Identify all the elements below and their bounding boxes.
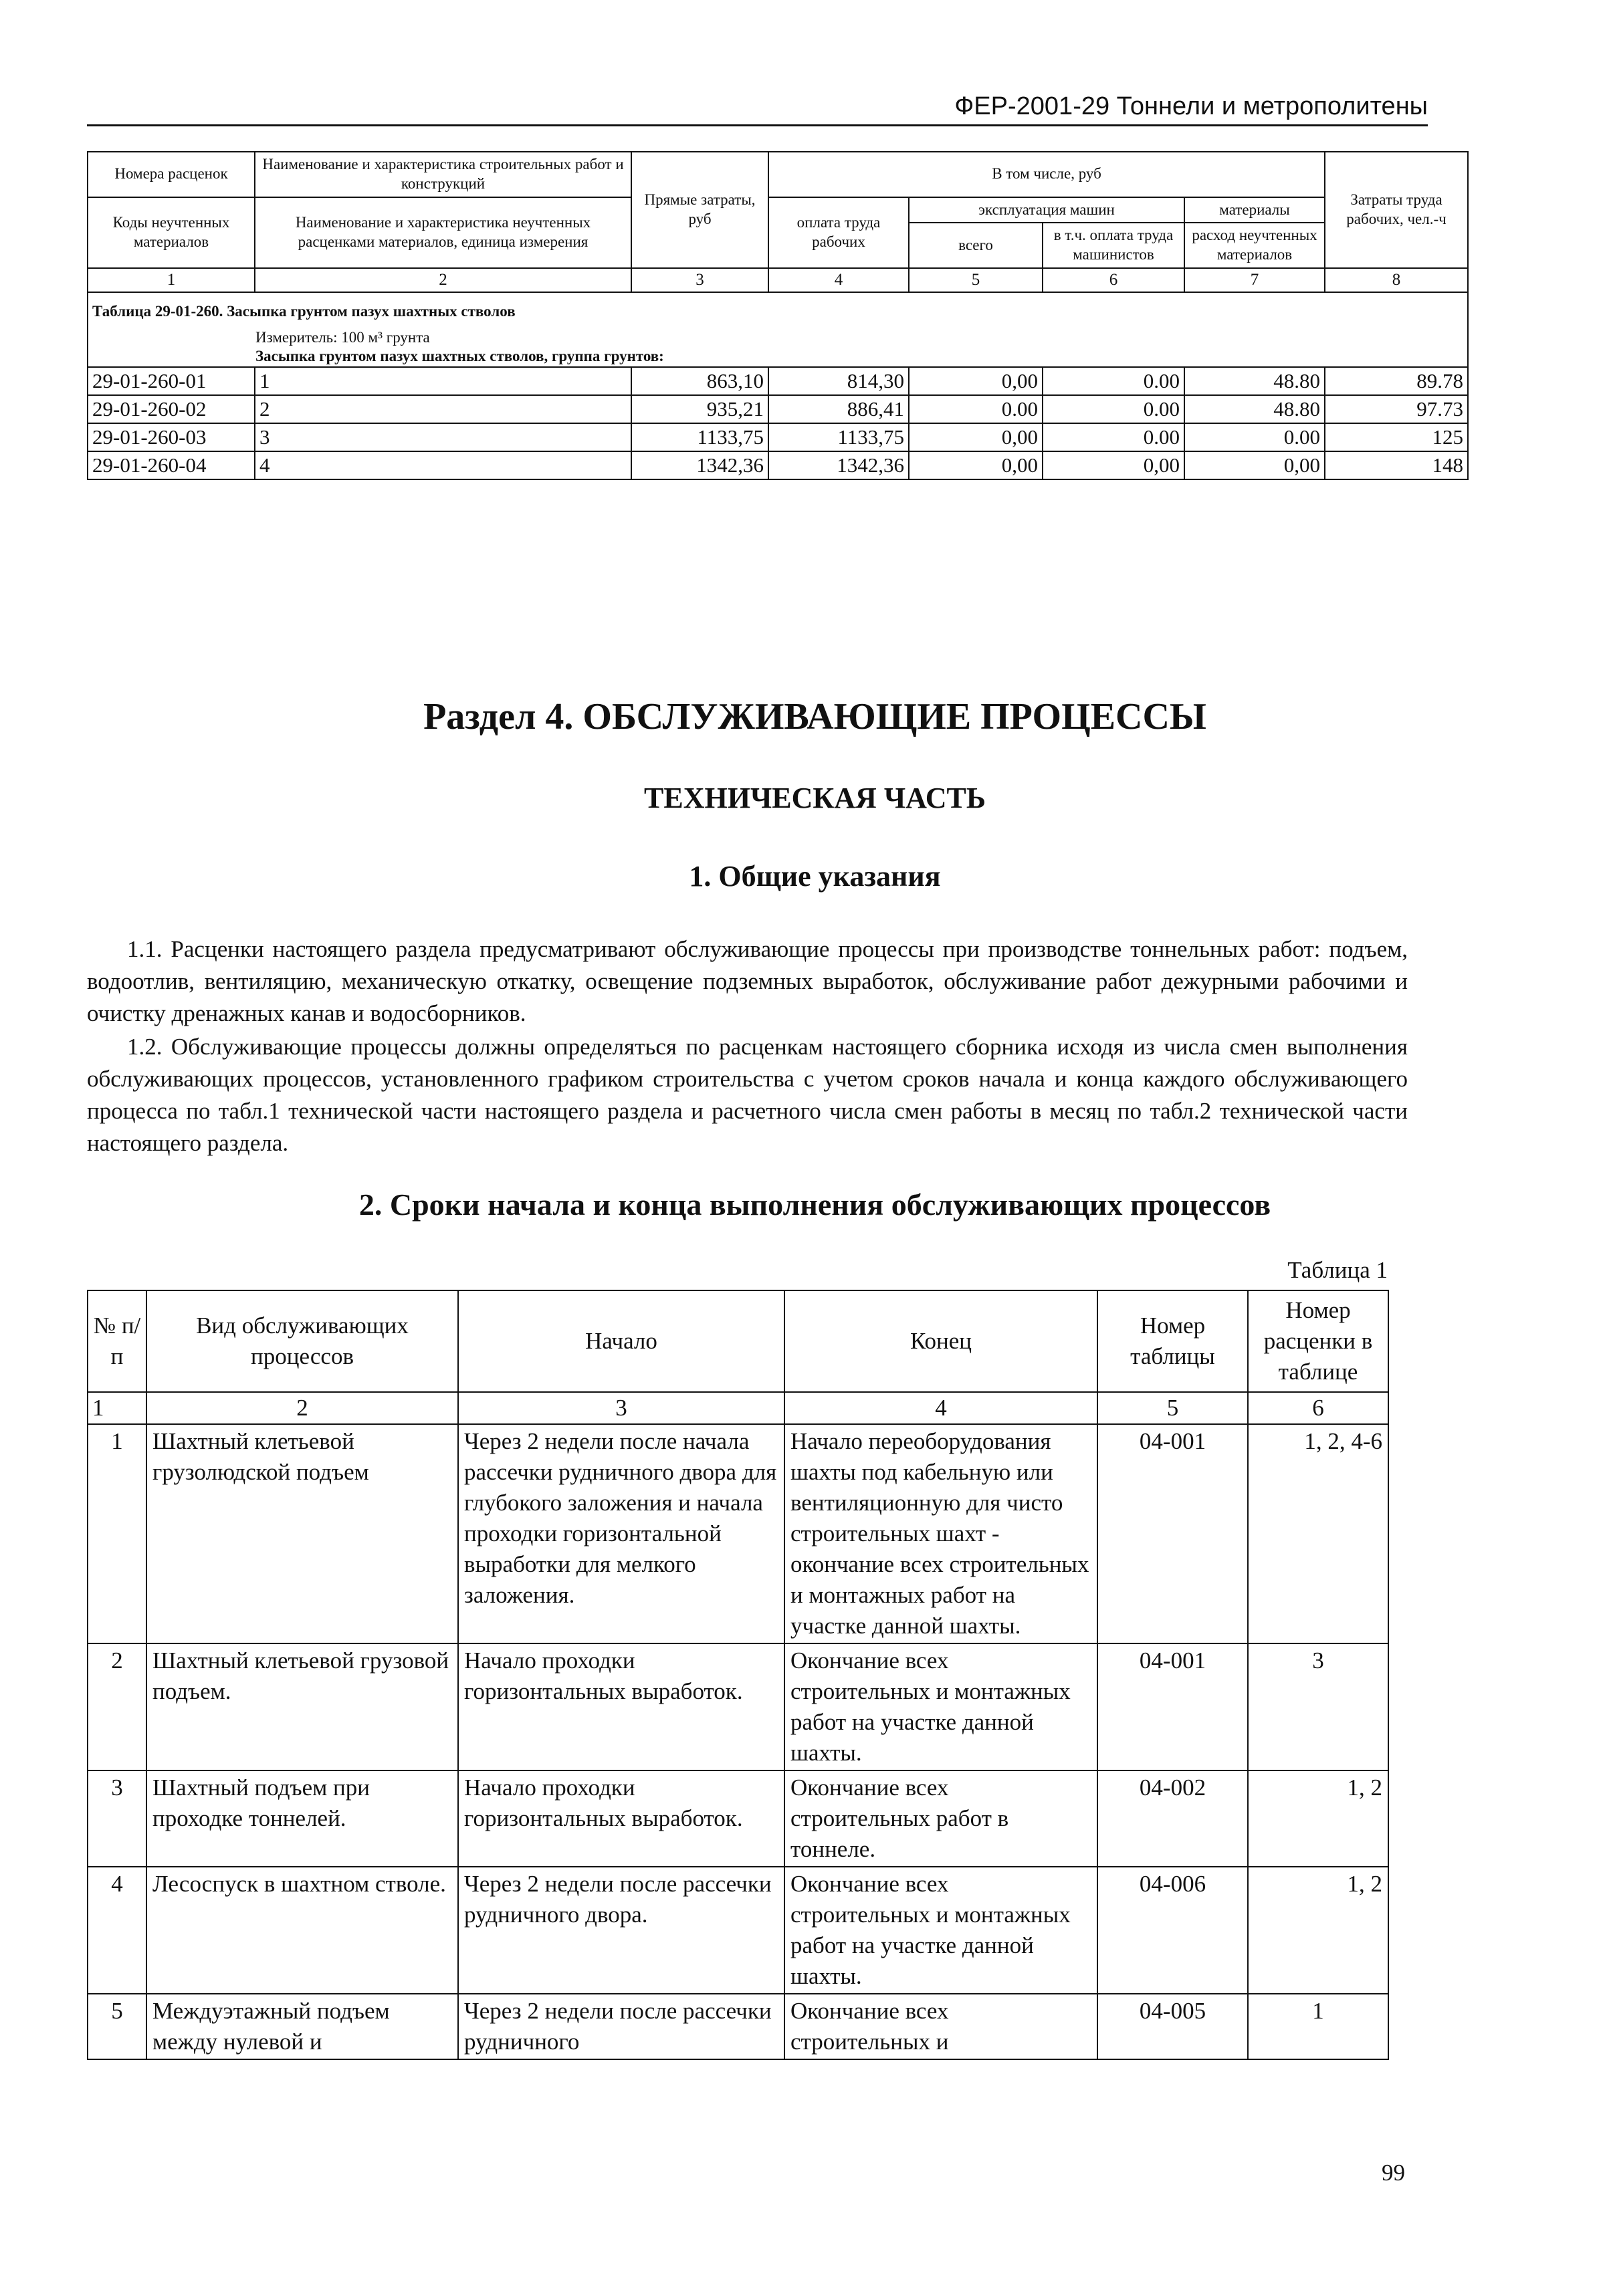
table-row xyxy=(88,367,1468,395)
rate-name: 4 xyxy=(255,451,631,479)
operators-pay: 0.00 xyxy=(1043,367,1184,395)
row-index: 1 xyxy=(88,1424,146,1643)
worker-pay: 814,30 xyxy=(768,367,909,395)
group-including-header: В том числе, руб xyxy=(768,152,1325,197)
process-start: Начало проходки горизонтальных выработок. xyxy=(458,1770,784,1867)
col-machines-total-header: всего xyxy=(909,223,1043,268)
row-index: 2 xyxy=(88,1643,146,1770)
direct-costs: 1342,36 xyxy=(631,451,768,479)
col-number: 3 xyxy=(631,268,768,292)
table-row xyxy=(88,1770,1388,1867)
group-machines-header: эксплуатация машин xyxy=(909,197,1184,223)
process-start: Через 2 недели после рассечки рудничного xyxy=(458,1994,784,2059)
process-kind: Шахтный клетьевой грузовой подъем. xyxy=(146,1643,458,1770)
col-start-header: Начало xyxy=(458,1290,784,1392)
materials: 0.00 xyxy=(1184,423,1325,451)
process-table xyxy=(87,1290,1389,2060)
row-index: 4 xyxy=(88,1867,146,1994)
col-operators-pay-header: в т.ч. оплата труда машинистов xyxy=(1043,223,1184,268)
col-rate-number-header: Номер расценки в таблице xyxy=(1248,1290,1388,1392)
col-number: 4 xyxy=(768,268,909,292)
process-end: Окончание всех строительных и монтажных работ на участке данной шахты. xyxy=(784,1867,1097,1994)
process-start: Через 2 недели после рассечки рудничного двора. xyxy=(458,1867,784,1994)
group-row xyxy=(88,347,1468,367)
process-header-row xyxy=(88,1290,1388,1392)
row-index: 3 xyxy=(88,1770,146,1867)
process-kind: Междуэтажный подъем между нулевой и xyxy=(146,1994,458,2059)
table-1-label: Таблица 1 xyxy=(1287,1257,1388,1283)
machines-total: 0,00 xyxy=(909,367,1043,395)
col-number: 2 xyxy=(255,268,631,292)
process-kind: Лесоспуск в шахтном стволе. xyxy=(146,1867,458,1994)
col-labor-hours-header: Затраты труда рабочих, чел.-ч xyxy=(1325,152,1468,268)
rate-code: 29-01-260-01 xyxy=(88,367,255,395)
technical-part-title: ТЕХНИЧЕСКАЯ ЧАСТЬ xyxy=(644,782,986,814)
rate-number: 1, 2, 4-6 xyxy=(1248,1424,1388,1643)
price-header-row-2 xyxy=(88,197,1468,223)
table-row xyxy=(88,1643,1388,1770)
col-number: 6 xyxy=(1043,268,1184,292)
process-kind: Шахтный клетьевой грузолюдской подъем xyxy=(146,1424,458,1643)
direct-costs: 1133,75 xyxy=(631,423,768,451)
process-end: Окончание всех строительных и xyxy=(784,1994,1097,2059)
page-number: 99 xyxy=(1382,2160,1405,2186)
price-table xyxy=(87,151,1469,480)
table-row xyxy=(88,395,1468,423)
col-process-kind-header: Вид обслуживающих процессов xyxy=(146,1290,458,1392)
labor-hours: 97.73 xyxy=(1325,395,1468,423)
col-end-header: Конец xyxy=(784,1290,1097,1392)
deadlines-title: 2. Сроки начала и конца выполнения обслуживающих процессов xyxy=(358,1187,1271,1222)
machines-total: 0,00 xyxy=(909,423,1043,451)
process-end: Начало переоборудования шахты под кабельную или вентиляционную для чисто строительных шахт - окончание всех строительных и монтажных работ на участке данной шахты. xyxy=(784,1424,1097,1643)
unit-row xyxy=(88,322,1468,348)
col-index-header: № п/п xyxy=(88,1290,146,1392)
table-number: 04-006 xyxy=(1097,1867,1248,1994)
process-start: Начало проходки горизонтальных выработок. xyxy=(458,1643,784,1770)
table-row xyxy=(88,1994,1388,2059)
table-row xyxy=(88,423,1468,451)
labor-hours: 89.78 xyxy=(1325,367,1468,395)
rate-name: 1 xyxy=(255,367,631,395)
general-instructions-title: 1. Общие указания xyxy=(689,860,941,893)
paragraph-1-1: 1.1. Расценки настоящего раздела предусматривают обслуживающие процессы при производстве тоннельных работ: подъем, водоотлив, вентиляцию, механическую откатку, освещение подземных выработок, обслуживание работ дежурными рабочими и очистку дренажных канав и водосборников. xyxy=(87,936,1408,1026)
col-material-codes-header: Коды неучтенных материалов xyxy=(88,197,255,268)
col-number: 6 xyxy=(1248,1392,1388,1424)
table-row xyxy=(88,1867,1388,1994)
col-worker-pay-header: оплата труда рабочих xyxy=(768,197,909,268)
price-header-row-1 xyxy=(88,152,1468,197)
materials: 0,00 xyxy=(1184,451,1325,479)
table-row xyxy=(88,451,1468,479)
col-number: 1 xyxy=(88,1392,146,1424)
table-caption: Таблица 29-01-260. Засыпка грунтом пазух шахтных стволов xyxy=(88,292,1468,322)
col-number: 2 xyxy=(146,1392,458,1424)
row-index: 5 xyxy=(88,1994,146,2059)
table-caption-row xyxy=(88,292,1468,322)
rate-code: 29-01-260-03 xyxy=(88,423,255,451)
labor-hours: 148 xyxy=(1325,451,1468,479)
process-end: Окончание всех строительных и монтажных работ на участке данной шахты. xyxy=(784,1643,1097,1770)
table-row xyxy=(88,1424,1388,1643)
paragraph-1-2: 1.2. Обслуживающие процессы должны определяться по расценкам настоящего сборника исходя из числа смен выполнения обслуживающих процессов, установленного графиком строительства с учетом сроков начала и конца каждого обслуживающего процесса по табл.1 технической части настоящего раздела и расчетного числа смен работы в месяц по табл.2 технической части настоящего раздела. xyxy=(87,1034,1408,1156)
col-materials-use-header: расход неучтенных материалов xyxy=(1184,223,1325,268)
col-work-name-header: Наименование и характеристика строительных работ и конструкций xyxy=(255,152,631,197)
rate-number: 1, 2 xyxy=(1248,1867,1388,1994)
process-column-numbers xyxy=(88,1392,1388,1424)
process-start: Через 2 недели после начала рассечки рудничного двора для глубокого заложения и начала проходки горизонтальной выработки для мелкого заложения. xyxy=(458,1424,784,1643)
worker-pay: 1133,75 xyxy=(768,423,909,451)
rate-name: 2 xyxy=(255,395,631,423)
rate-number: 3 xyxy=(1248,1643,1388,1770)
rate-number: 1 xyxy=(1248,1994,1388,2059)
running-header: ФЕР-2001-29 Тоннели и метрополитены xyxy=(954,92,1428,120)
rate-name: 3 xyxy=(255,423,631,451)
operators-pay: 0.00 xyxy=(1043,423,1184,451)
col-rate-numbers-header: Номера расценок xyxy=(88,152,255,197)
direct-costs: 935,21 xyxy=(631,395,768,423)
table-number: 04-001 xyxy=(1097,1643,1248,1770)
operators-pay: 0.00 xyxy=(1043,395,1184,423)
group-materials-header: материалы xyxy=(1184,197,1325,223)
worker-pay: 1342,36 xyxy=(768,451,909,479)
col-material-name-header: Наименование и характеристика неучтенных расценками материалов, единица измерения xyxy=(255,197,631,268)
rate-number: 1, 2 xyxy=(1248,1770,1388,1867)
col-number: 4 xyxy=(784,1392,1097,1424)
soil-group-label: Засыпка грунтом пазух шахтных стволов, группа грунтов: xyxy=(88,347,1468,367)
section-title: Раздел 4. ОБСЛУЖИВАЮЩИЕ ПРОЦЕССЫ xyxy=(423,696,1206,737)
col-number: 8 xyxy=(1325,268,1468,292)
machines-total: 0,00 xyxy=(909,451,1043,479)
machines-total: 0.00 xyxy=(909,395,1043,423)
table-number: 04-001 xyxy=(1097,1424,1248,1643)
header-divider xyxy=(87,124,1428,126)
col-number: 7 xyxy=(1184,268,1325,292)
measurement-unit: Измеритель: 100 м³ грунта xyxy=(88,322,1468,348)
process-end: Окончание всех строительных работ в тоннеле. xyxy=(784,1770,1097,1867)
col-direct-costs-header: Прямые затраты, руб xyxy=(631,152,768,268)
materials: 48.80 xyxy=(1184,367,1325,395)
rate-code: 29-01-260-04 xyxy=(88,451,255,479)
col-number: 5 xyxy=(909,268,1043,292)
rate-code: 29-01-260-02 xyxy=(88,395,255,423)
worker-pay: 886,41 xyxy=(768,395,909,423)
table-number: 04-002 xyxy=(1097,1770,1248,1867)
col-number: 5 xyxy=(1097,1392,1248,1424)
table-number: 04-005 xyxy=(1097,1994,1248,2059)
direct-costs: 863,10 xyxy=(631,367,768,395)
materials: 48.80 xyxy=(1184,395,1325,423)
col-number: 1 xyxy=(88,268,255,292)
col-table-number-header: Номер таблицы xyxy=(1097,1290,1248,1392)
price-column-numbers xyxy=(88,268,1468,292)
operators-pay: 0,00 xyxy=(1043,451,1184,479)
col-number: 3 xyxy=(458,1392,784,1424)
labor-hours: 125 xyxy=(1325,423,1468,451)
process-kind: Шахтный подъем при проходке тоннелей. xyxy=(146,1770,458,1867)
